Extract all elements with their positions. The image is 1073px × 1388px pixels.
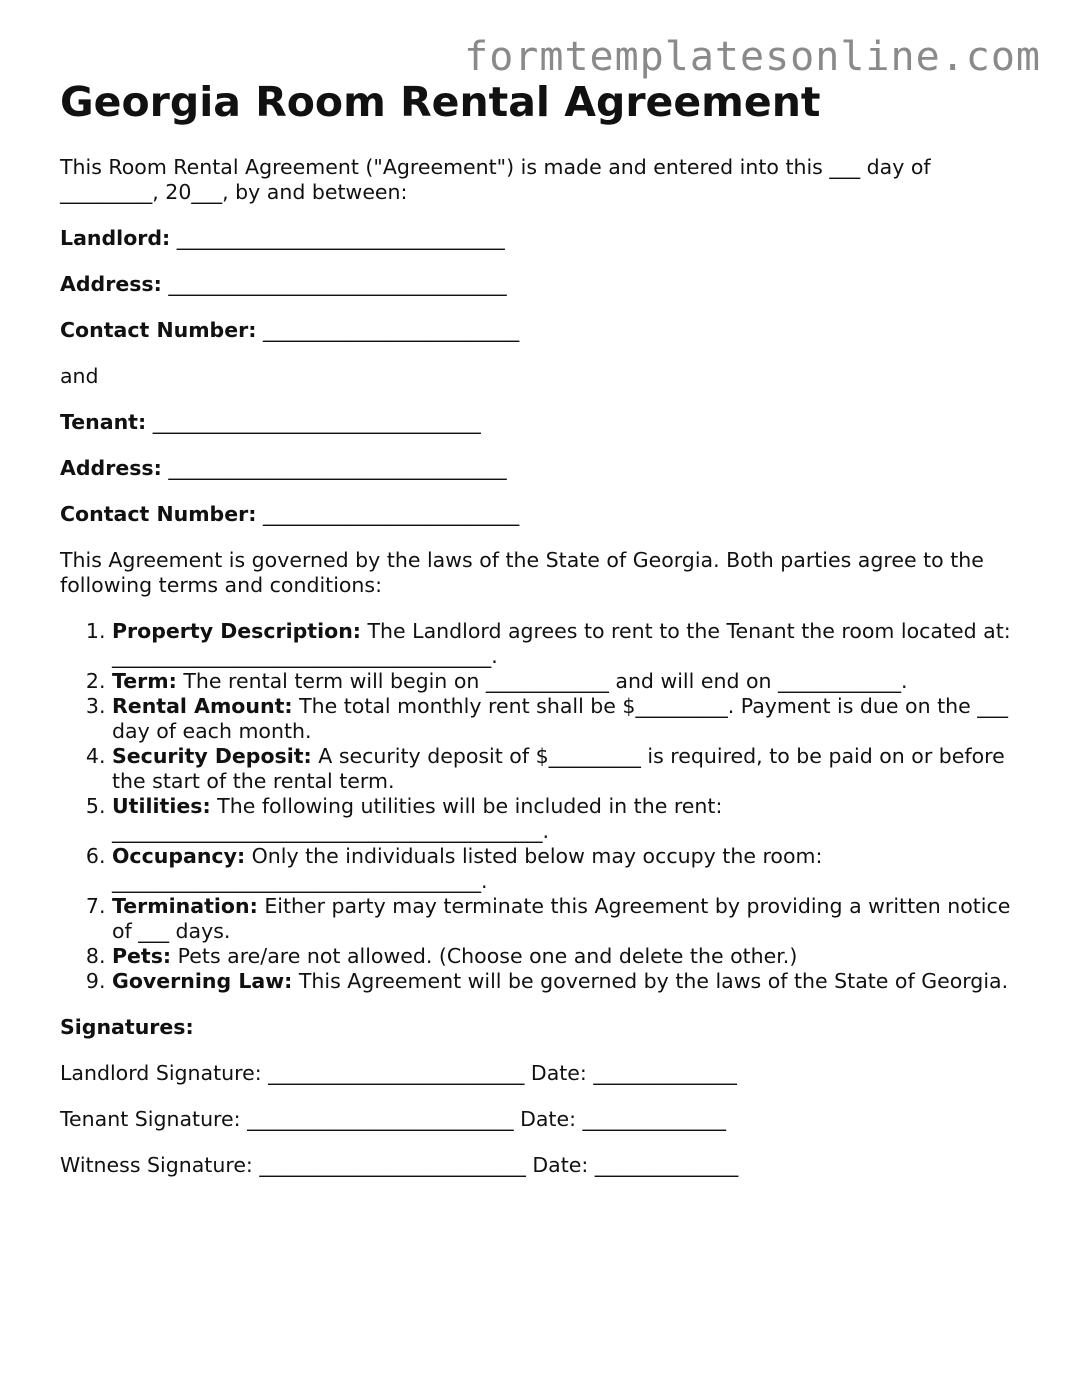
intro-line-2: _________, 20___, by and between: [60,180,408,204]
tenant-address-label: Address: [60,456,162,480]
term-title: Termination: [112,894,258,918]
term-title: Utilities: [112,794,211,818]
term-item-term [112,669,1015,694]
term-text: The Landlord agrees to rent to the Tenant the room located at: _____________________________________. [112,619,1011,668]
landlord-name-field [60,226,1015,251]
witness-signature-line: Witness Signature: __________________________ Date: ______________ [60,1153,739,1177]
tenant-address-field [60,456,1015,481]
landlord-address-label: Address: [60,272,162,296]
tenant-contact-blank: _________________________ [256,502,520,526]
landlord-contact-field [60,318,1015,343]
landlord-contact-blank: _________________________ [256,318,520,342]
intro-line-1: This Room Rental Agreement ("Agreement") is made and entered into this ___ day of [60,155,931,179]
terms-list [60,619,1015,994]
governing-intro-line-2: following terms and conditions: [60,573,383,597]
landlord-contact-label: Contact Number: [60,318,257,342]
term-item-utilities [112,794,1015,844]
landlord-name-label: Landlord: [60,226,171,250]
term-text: A security deposit of $_________ is required, to be paid on or before the start of the rental term. [112,744,1005,793]
term-title: Occupancy: [112,844,246,868]
tenant-contact-field [60,502,1015,527]
term-text: Either party may terminate this Agreement by providing a written notice of ___ days. [112,894,1011,943]
term-text: This Agreement will be governed by the laws of the State of Georgia. [292,969,1009,993]
term-item-rental-amount [112,694,1015,744]
term-title: Pets: [112,944,172,968]
term-item-governing-law [112,969,1015,994]
watermark: formtemplatesonline.com [464,34,1041,80]
landlord-signature-line: Landlord Signature: _________________________ Date: ______________ [60,1061,737,1085]
term-text: Only the individuals listed below may occupy the room: ____________________________________. [112,844,823,893]
signatures-heading: Signatures: [60,1015,194,1039]
term-text: Pets are/are not allowed. (Choose one and delete the other.) [171,944,798,968]
intro-paragraph [60,155,1015,205]
term-text: The total monthly rent shall be $_________. Payment is due on the ___ day of each month. [112,694,1009,743]
term-text: The rental term will begin on ____________ and will end on ____________. [176,669,908,693]
governing-intro-line-1: This Agreement is governed by the laws of the State of Georgia. Both parties agree to the [60,548,984,572]
term-title: Security Deposit: [112,744,312,768]
term-item-occupancy [112,844,1015,894]
term-item-property-description [112,619,1015,669]
tenant-address-blank: _________________________________ [161,456,507,480]
document-body [60,78,1015,1178]
term-title: Rental Amount: [112,694,293,718]
governing-intro [60,548,1015,598]
tenant-signature-line: Tenant Signature: __________________________ Date: ______________ [60,1107,727,1131]
term-title: Property Description: [112,619,361,643]
landlord-address-blank: _________________________________ [161,272,507,296]
term-text: The following utilities will be included in the rent: __________________________________________. [112,794,723,843]
landlord-name-blank: ________________________________ [170,226,505,250]
term-item-termination [112,894,1015,944]
term-item-pets [112,944,1015,969]
landlord-address-field [60,272,1015,297]
term-title: Governing Law: [112,969,293,993]
tenant-name-blank: ________________________________ [146,410,481,434]
term-item-security-deposit [112,744,1015,794]
tenant-name-label: Tenant: [60,410,147,434]
page-title: Georgia Room Rental Agreement [60,78,821,126]
and-text: and [60,364,99,388]
tenant-contact-label: Contact Number: [60,502,257,526]
term-title: Term: [112,669,177,693]
tenant-name-field [60,410,1015,435]
